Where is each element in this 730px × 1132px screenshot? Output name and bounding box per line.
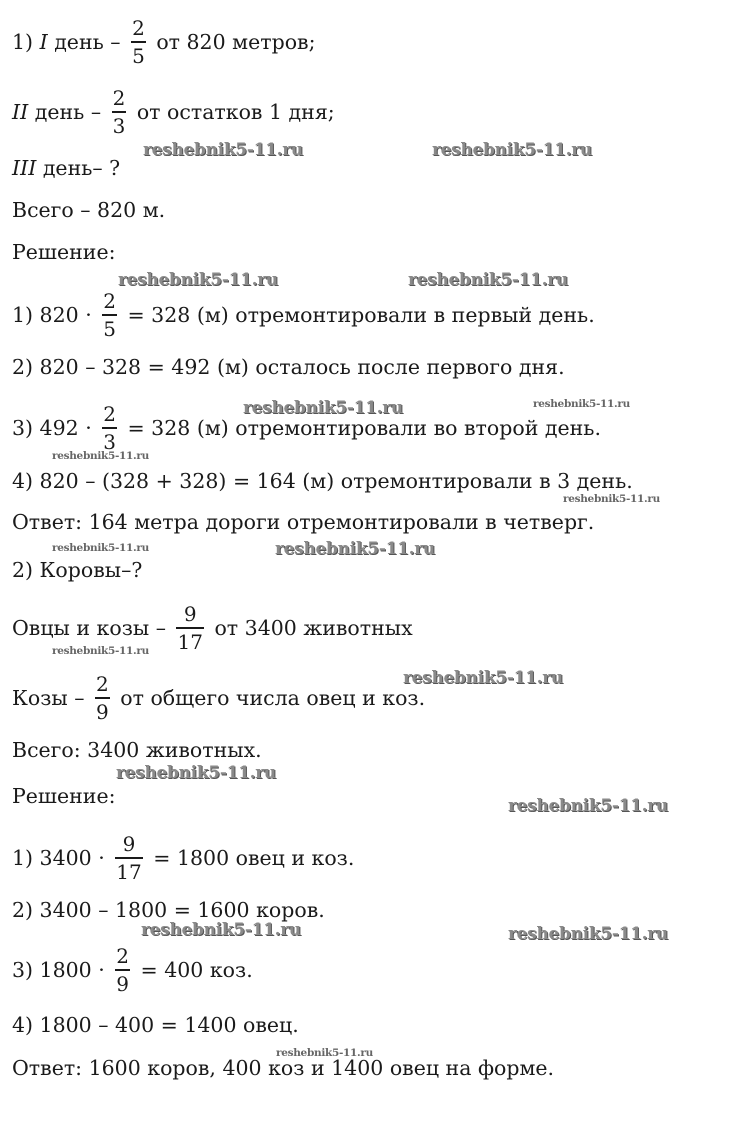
- watermark: reshebnik5-11.ru: [276, 1047, 373, 1059]
- text-line: [12, 86, 335, 138]
- text-line: [12, 289, 595, 341]
- text-line: [12, 232, 115, 272]
- text-segment: от остатков 1 дня;: [130, 100, 335, 124]
- text-segment: Ответ: 164 метра дороги отремонтировали в четверг.: [12, 510, 595, 534]
- watermark: reshebnik5-11.ru: [275, 539, 435, 559]
- fraction: [95, 674, 110, 722]
- text-line: [12, 16, 316, 68]
- fraction: [115, 834, 142, 882]
- watermark: reshebnik5-11.ru: [243, 398, 403, 418]
- watermark: reshebnik5-11.ru: [408, 270, 568, 290]
- fraction-denominator: 5: [102, 314, 117, 339]
- fraction: [131, 18, 146, 66]
- roman-numeral: III: [12, 156, 37, 180]
- fraction: [112, 88, 127, 136]
- text-line: [12, 832, 355, 884]
- watermark: reshebnik5-11.ru: [533, 398, 630, 410]
- watermark: reshebnik5-11.ru: [432, 140, 592, 160]
- watermark: reshebnik5-11.ru: [403, 668, 563, 688]
- text-line: [12, 672, 426, 724]
- fraction-numerator: 2: [103, 289, 116, 313]
- text-segment: 1): [12, 30, 40, 54]
- watermark: reshebnik5-11.ru: [116, 763, 276, 783]
- watermark: reshebnik5-11.ru: [508, 924, 668, 944]
- watermark: reshebnik5-11.ru: [118, 270, 278, 290]
- text-segment: 3) 1800 ·: [12, 958, 112, 982]
- text-segment: 4) 1800 – 400 = 1400 овец.: [12, 1013, 299, 1037]
- text-segment: = 328 (м) отремонтировали в первый день.: [120, 303, 595, 327]
- fraction-denominator: 9: [95, 697, 110, 722]
- text-segment: 2) 3400 – 1800 = 1600 коров.: [12, 898, 325, 922]
- watermark: reshebnik5-11.ru: [52, 450, 149, 462]
- watermark: reshebnik5-11.ru: [143, 140, 303, 160]
- fraction-numerator: 9: [122, 832, 136, 856]
- text-line: [12, 148, 120, 188]
- text-line: [12, 347, 565, 387]
- text-line: [12, 776, 115, 816]
- text-segment: Всего – 820 м.: [12, 198, 166, 222]
- text-segment: 3) 492 ·: [12, 416, 99, 440]
- watermark: reshebnik5-11.ru: [52, 542, 149, 554]
- roman-numeral: I: [39, 30, 48, 54]
- text-line: [12, 502, 594, 542]
- text-line: [12, 190, 165, 230]
- text-segment: = 328 (м) отремонтировали во второй день.: [120, 416, 601, 440]
- fraction-denominator: 9: [115, 969, 130, 994]
- fraction: [102, 291, 117, 339]
- text-segment: день– ?: [36, 156, 121, 180]
- text-segment: 1) 820 ·: [12, 303, 99, 327]
- fraction-numerator: 2: [116, 944, 130, 968]
- text-segment: от 3400 животных: [207, 616, 413, 640]
- text-segment: Ответ: 1600 коров, 400 коз и 1400 овец на форме.: [12, 1056, 555, 1080]
- text-segment: день –: [47, 30, 128, 54]
- watermark: reshebnik5-11.ru: [508, 796, 668, 816]
- text-segment: Козы –: [12, 686, 91, 710]
- text-line: [12, 944, 253, 996]
- fraction-numerator: 2: [132, 16, 145, 40]
- text-segment: Решение:: [12, 240, 116, 264]
- fraction-numerator: 2: [103, 402, 116, 426]
- text-segment: Решение:: [12, 784, 116, 808]
- text-line: [12, 1005, 299, 1045]
- watermark: reshebnik5-11.ru: [563, 493, 660, 505]
- fraction: [176, 604, 203, 652]
- watermark: reshebnik5-11.ru: [141, 920, 301, 940]
- watermark: reshebnik5-11.ru: [52, 645, 149, 657]
- text-segment: = 400 коз.: [134, 958, 253, 982]
- text-segment: Всего: 3400 животных.: [12, 738, 262, 762]
- text-segment: Овцы и козы –: [12, 616, 173, 640]
- fraction-numerator: 2: [112, 86, 126, 110]
- fraction: [102, 404, 117, 452]
- text-segment: 2) 820 – 328 = 492 (м) осталось после первого дня.: [12, 355, 565, 379]
- text-segment: 1) 3400 ·: [12, 846, 112, 870]
- fraction-denominator: 3: [112, 111, 127, 136]
- fraction-numerator: 2: [96, 672, 109, 696]
- text-line: [12, 550, 142, 590]
- fraction: [115, 946, 130, 994]
- text-segment: 2) Коровы–?: [12, 558, 143, 582]
- fraction-denominator: 17: [176, 627, 203, 652]
- fraction-denominator: 3: [102, 427, 117, 452]
- fraction-denominator: 17: [115, 857, 142, 882]
- text-segment: от 820 метров;: [149, 30, 316, 54]
- fraction-numerator: 9: [183, 602, 197, 626]
- text-line: [12, 461, 633, 501]
- roman-numeral: II: [12, 100, 29, 124]
- text-segment: 4) 820 – (328 + 328) = 164 (м) отремонтировали в 3 день.: [12, 469, 633, 493]
- text-segment: от общего числа овец и коз.: [113, 686, 426, 710]
- text-segment: день –: [28, 100, 108, 124]
- fraction-denominator: 5: [131, 41, 146, 66]
- text-segment: = 1800 овец и коз.: [146, 846, 355, 870]
